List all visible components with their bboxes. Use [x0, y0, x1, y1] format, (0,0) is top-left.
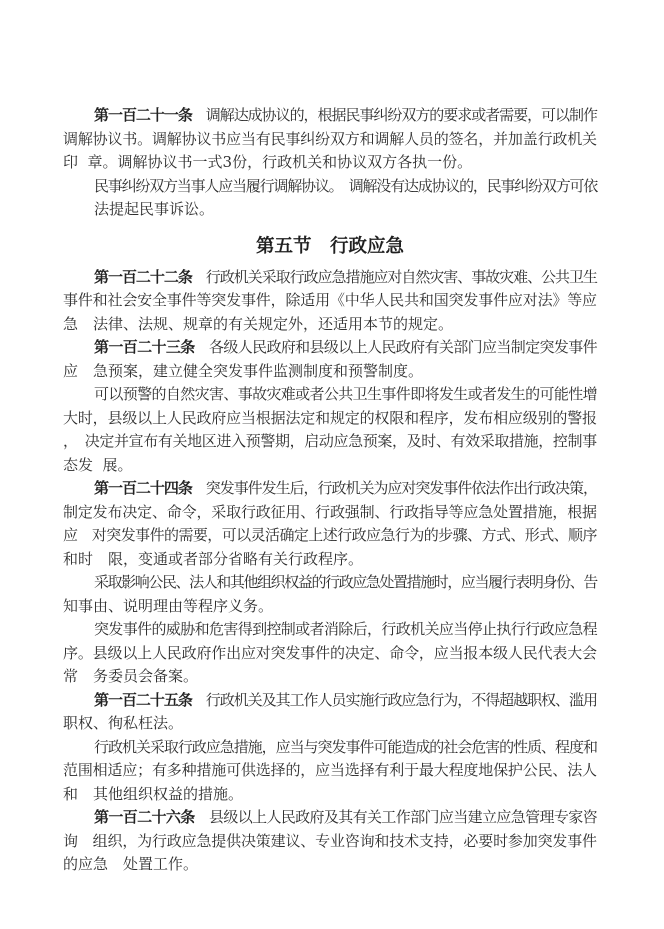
text-line	[63, 313, 597, 337]
text-line	[63, 104, 597, 128]
line-content	[63, 714, 183, 732]
line-text: 大时，县级以上人民政府应当根据法定和规定的权限和程序，发布相应级别的警报	[63, 408, 597, 427]
line-content	[94, 479, 597, 497]
text-line	[63, 430, 597, 454]
line-text: 行政机关采取行政应急措施，应当与突发事件可能造成的社会危害的性质、程度和	[94, 737, 597, 756]
text-line	[63, 266, 597, 290]
line-text: 印 章。调解协议书一式3份，行政机关和协议双方各执一份。	[63, 153, 473, 171]
line-text: 事件和社会安全事件等突发事件，除适用《中华人民共和国突发事件应对法》等应	[63, 291, 597, 309]
line-text: 知事由、说明理由等程序义务。	[63, 596, 274, 615]
article-number: 第一百二十四条	[94, 479, 192, 497]
line-text: 调解协议书。调解协议书应当有民事纠纷双方和调解人员的签名，并加盖行政机关	[63, 129, 597, 148]
line-text: 和时 限，变通或者部分省略有关行政程序。	[63, 549, 364, 568]
text-line	[63, 477, 597, 501]
text-line	[63, 853, 597, 877]
line-text: 制定发布决定、命令，采取行政征用、行政强制、行政指导等应急处置措施，根据	[63, 502, 597, 521]
line-text: 民事纠纷双方当事人应当履行调解协议。 调解没有达成协议的，民事纠纷双方可依	[94, 176, 598, 195]
text-line	[63, 336, 597, 360]
text-line	[63, 407, 597, 431]
line-text: 急 法律、法规、规章的有关规定外，还适用本节的规定。	[63, 314, 454, 333]
section-heading: 第五节 行政应急	[255, 235, 404, 257]
line-content	[63, 456, 133, 474]
text-line	[63, 689, 597, 713]
text-line	[63, 759, 597, 783]
line-text: 应 急预案，建立健全突发事件监测制度和预警制度。	[63, 361, 424, 380]
line-content	[94, 177, 597, 195]
document-content	[63, 104, 597, 877]
line-text: 各级人民政府和县级以上人民政府有关部门应当制定突发事件	[194, 338, 597, 356]
text-line	[63, 360, 597, 384]
text-line	[63, 712, 597, 736]
article-number: 第一百二十五条	[94, 690, 192, 709]
line-content	[94, 200, 214, 218]
line-content	[94, 338, 597, 356]
line-text: 县级以上人民政府及其有关工作部门应当建立应急管理专家咨	[194, 808, 597, 826]
text-line	[63, 524, 597, 548]
line-text: 和 其他组织权益的措施。	[63, 784, 244, 803]
line-text: 常 务委员会备案。	[63, 667, 199, 685]
line-content	[63, 503, 597, 521]
line-text: 调解达成协议的，根据民事纠纷双方的要求或者需要，可以制作	[191, 106, 597, 124]
line-text: 突发事件发生后，行政机关为应对突发事件依法作出行政决策，	[191, 479, 597, 497]
text-line	[63, 383, 597, 407]
article-number: 第一百二十一条	[94, 106, 192, 124]
line-content	[63, 550, 363, 568]
line-content	[94, 106, 597, 124]
line-content	[63, 832, 597, 850]
article-number: 第一百二十二条	[94, 267, 192, 286]
line-text: 采取影响公民、法人和其他组织权益的行政应急处置措施时，应当履行表明身份、告	[94, 573, 597, 591]
text-line	[63, 783, 597, 807]
line-content	[63, 667, 198, 685]
line-content	[63, 432, 597, 450]
line-text: 询 组织，为行政应急提供决策建议、专业咨询和技术支持，必要时参加突发事件	[63, 831, 597, 850]
line-content	[94, 738, 597, 756]
line-content	[63, 153, 472, 171]
text-line	[63, 595, 597, 619]
line-content	[94, 573, 597, 591]
article-number: 第一百二十三条	[94, 338, 195, 356]
line-text: 序。县级以上人民政府作出应对突发事件的决定、命令，应当报本级人民代表大会	[63, 643, 597, 662]
line-text: 行政机关及其工作人员实施行政应急行为，不得超越职权、滥用	[191, 690, 597, 709]
text-line	[63, 175, 597, 199]
line-content	[94, 620, 597, 638]
text-line	[63, 736, 597, 760]
text-line	[63, 642, 597, 666]
line-text: 态发 展。	[63, 455, 133, 474]
line-content	[63, 291, 597, 309]
line-content	[63, 644, 597, 662]
line-content	[63, 855, 198, 873]
text-line	[63, 830, 597, 854]
line-content	[94, 268, 597, 286]
article-number: 第一百二十六条	[94, 808, 195, 826]
line-content	[94, 385, 597, 403]
text-line	[63, 128, 597, 152]
line-content	[63, 315, 453, 333]
line-text: 职权、徇私枉法。	[63, 714, 184, 732]
text-line	[63, 548, 597, 572]
text-line	[63, 806, 597, 830]
line-content	[63, 362, 423, 380]
text-line	[63, 151, 597, 175]
line-content	[63, 130, 597, 148]
line-content	[94, 691, 597, 709]
line-text: 突发事件的威胁和危害得到控制或者消除后，行政机关应当停止执行行政应急程	[94, 620, 597, 638]
text-line	[63, 571, 597, 595]
line-content	[63, 785, 243, 803]
line-content	[94, 808, 597, 826]
line-text: 行政机关采取行政应急措施应对自然灾害、事故灾难、公共卫生	[191, 267, 597, 286]
text-line	[63, 665, 597, 689]
line-text: ， 决定并宣布有关地区进入预警期，启动应急预案，及时、有效采取措施，控制事	[63, 432, 597, 450]
line-text: 可以预警的自然灾害、事故灾难或者公共卫生事件即将发生或者发生的可能性增	[94, 385, 597, 403]
text-line	[63, 289, 597, 313]
line-content	[63, 526, 597, 544]
line-content	[63, 761, 597, 779]
line-content	[63, 597, 273, 615]
text-line	[63, 501, 597, 525]
line-text: 范围相适应；有多种措施可供选择的，应当选择有利于最大程度地保护公民、法人	[63, 761, 597, 779]
text-line	[63, 198, 597, 222]
line-text: 的应急 处置工作。	[63, 855, 199, 873]
line-text: 法提起民事诉讼。	[94, 200, 215, 218]
text-line	[63, 618, 597, 642]
text-line	[63, 454, 597, 478]
line-content	[63, 409, 597, 427]
line-text: 应 对突发事件的需要，可以灵活确定上述行政应急行为的步骤、方式、形式、顺序	[63, 526, 597, 544]
